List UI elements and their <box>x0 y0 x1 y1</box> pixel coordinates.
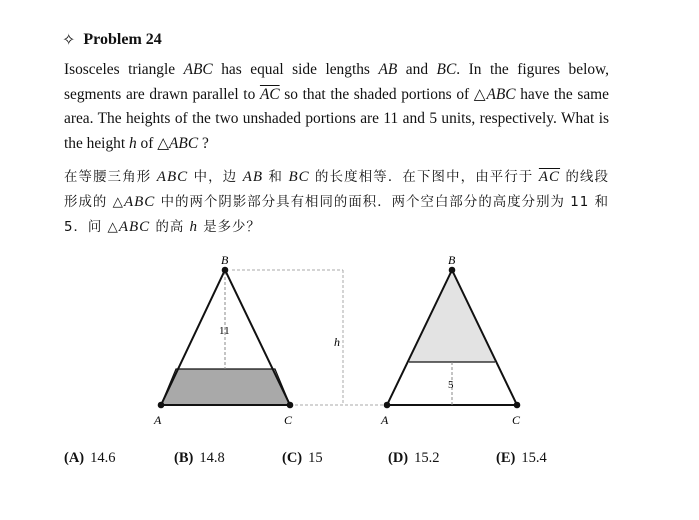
left-vertex-c <box>287 402 294 409</box>
choice-e[interactable]: (E) 15.4 <box>496 450 547 466</box>
choice-b[interactable]: (B) 14.8 <box>174 450 225 466</box>
left-height-label: 11 <box>219 325 230 337</box>
right-label-b: B <box>448 253 456 267</box>
right-label-c: C <box>512 413 521 427</box>
choice-c[interactable]: (C) 15 <box>282 450 323 466</box>
right-shaded-triangle <box>409 270 495 362</box>
left-label-c: C <box>284 413 293 427</box>
problem-text-english: Isosceles triangle ABC has equal side lengths AB and BC. In the figures below, segments are drawn parallel to $\overline{AC}$ so that the shaded portions of △ABC have the same area. The heights of the two unshaded portions are 11 and 5 units, respectively. What is the height h of △ABC ? <box>64 61 609 152</box>
right-vertex-b <box>449 267 456 274</box>
left-vertex-a <box>158 402 165 409</box>
left-label-a: A <box>154 413 162 427</box>
choice-a[interactable]: (A) 14.6 <box>64 450 116 466</box>
left-vertex-b <box>222 267 229 274</box>
choice-d[interactable]: (D) 15.2 <box>388 450 440 466</box>
right-height-label: 5 <box>448 379 454 391</box>
star-icon: ✧ <box>62 32 76 49</box>
left-label-b: B <box>221 253 229 267</box>
h-label: h <box>334 335 340 349</box>
left-shaded-trapezoid <box>161 369 290 405</box>
right-vertex-c <box>514 402 521 409</box>
answer-choices <box>64 450 624 470</box>
problem-text-chinese: 在等腰三角形 ABC 中，边 AB 和 BC 的长度相等．在下图中，由平行于 $\overline{AC}$ 的线段形成的 △ABC 中的两个阴影部分具有相同的面积．两个空白部分的高度分别为 11 和 5．问 △ABC 的高 h 是多少？ <box>64 169 610 235</box>
right-vertex-a <box>384 402 391 409</box>
right-label-a: A <box>381 413 389 427</box>
problem-title: Problem 24 <box>83 31 162 48</box>
